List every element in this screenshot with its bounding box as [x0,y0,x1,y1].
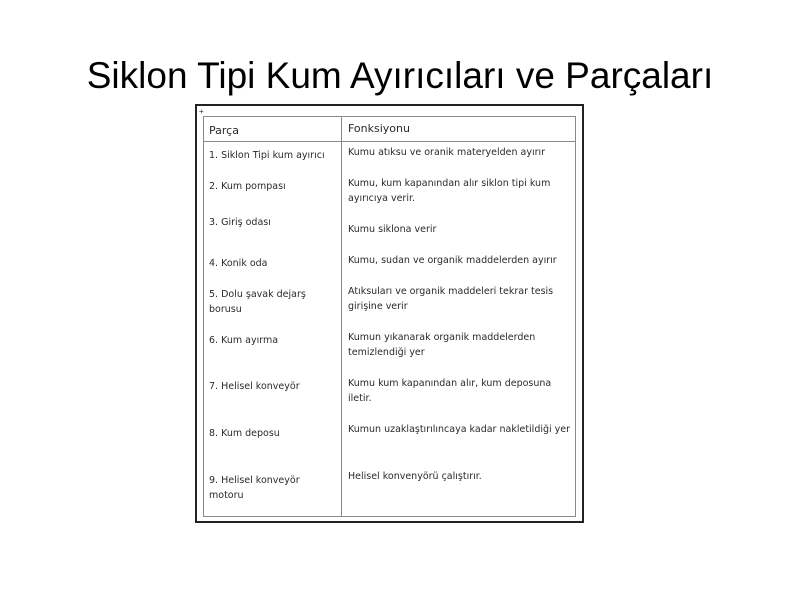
row-4-function: Kumu, sudan ve organik maddelerden ayırır [348,255,557,266]
row-9-function: Helisel konvenyörü çalıştırır. [348,471,482,482]
row-3-function: Kumu siklona verir [348,224,437,235]
row-8-function: Kumun uzaklaştırılıncaya kadar nakletildiği yer [348,424,571,435]
column-divider [341,117,342,516]
row-9-part: 9. Helisel konveyör motoru [209,475,300,501]
slide-title: Siklon Tipi Kum Ayırıcıları ve Parçaları [86,55,714,96]
row-1-function: Kumu atıksu ve oranik materyelden ayırır [348,147,546,158]
row-5-part: 5. Dolu şavak dejarş borusu [209,289,306,315]
row-4-part: 4. Konik oda [209,258,268,269]
row-7-part: 7. Helisel konveyör [209,381,300,392]
row-6-part: 6. Kum ayırma [209,335,279,346]
row-3-part: 3. Giriş odası [209,217,271,228]
row-8-part: 8. Kum deposu [209,428,280,439]
header-function: Fonksiyonu [348,122,410,135]
table-image-frame [195,104,584,523]
row-7-function: Kumu kum kapanından alır, kum deposuna iletir. [348,378,552,404]
parts-table [203,116,576,517]
row-1-part: 1. Siklon Tipi kum ayırıcı [209,150,325,161]
header-part: Parça [209,124,239,137]
row-2-function: Kumu, kum kapanından alır siklon tipi kum ayırıcıya verir. [348,178,551,204]
row-6-function: Kumun yıkanarak organik maddelerden temizlendiği yer [348,332,536,358]
image-corner-marker: + [199,107,204,116]
header-divider [204,141,575,142]
row-2-part: 2. Kum pompası [209,181,286,192]
row-5-function: Atıksuları ve organik maddeleri tekrar tesis girişine verir [348,286,554,312]
